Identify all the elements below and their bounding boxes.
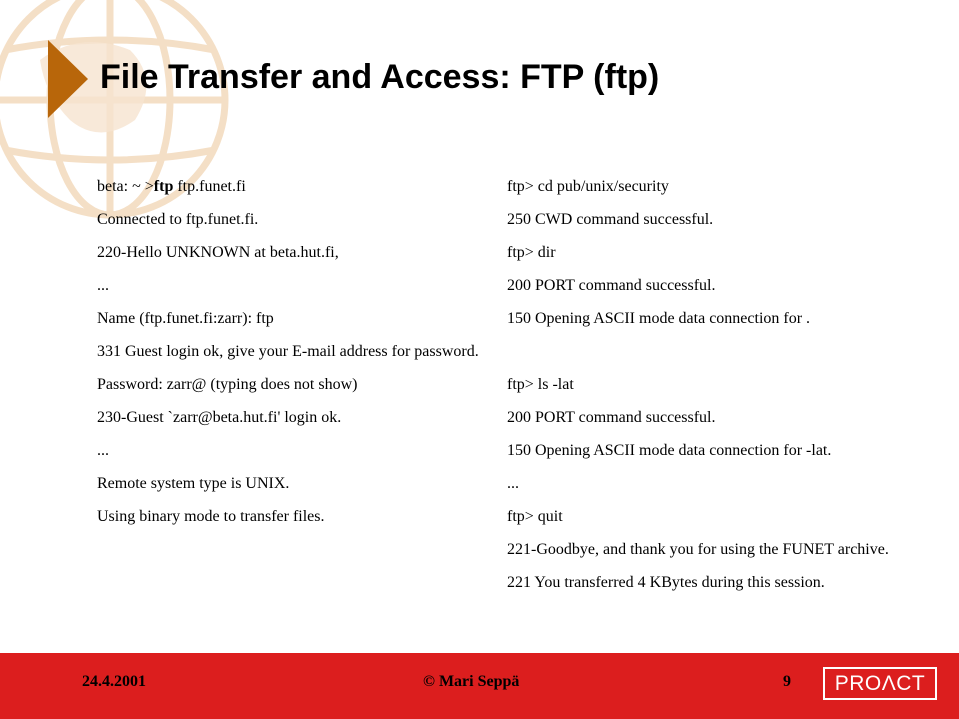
right-line-7: 200 PORT command successful. [507,409,716,426]
left-line-7: 230-Guest `zarr@beta.hut.fi' login ok. [97,409,342,426]
right-column [507,177,889,606]
right-line-11: 221-Goodbye, and thank you for using the FUNET archive. [507,541,889,558]
right-line-1: 250 CWD command successful. [507,211,714,228]
footer-author: © Mari Seppä [423,673,520,690]
right-line-8: 150 Opening ASCII mode data connection for -lat. [507,442,832,459]
title-arrow-icon [48,40,88,118]
left-line-9: Remote system type is UNIX. [97,475,290,492]
right-line-4: 150 Opening ASCII mode data connection for . [507,310,811,327]
footer-bar [0,653,959,719]
left-line-2: 220-Hello UNKNOWN at beta.hut.fi, [97,244,339,261]
left-line-8: ... [97,442,109,459]
left-line-0: beta: ~ >ftp ftp.funet.fi [97,178,246,195]
right-line-0: ftp> cd pub/unix/security [507,178,669,195]
right-line-10: ftp> quit [507,508,563,525]
right-line-12: 221 You transferred 4 KBytes during this session. [507,574,825,591]
left-line-5: 331 Guest login ok, give your E-mail address for password. [97,343,479,360]
left-line-3: ... [97,277,109,294]
right-line-2: ftp> dir [507,244,556,261]
footer-date: 24.4.2001 [82,673,146,690]
right-line-3: 200 PORT command successful. [507,277,716,294]
left-line-6: Password: zarr@ (typing does not show) [97,376,358,393]
left-line-1: Connected to ftp.funet.fi. [97,211,259,228]
right-line-9: ... [507,475,519,492]
page-number: 9 [783,673,791,690]
left-line-4: Name (ftp.funet.fi:zarr): ftp [97,310,274,327]
left-line-10: Using binary mode to transfer files. [97,508,325,525]
proact-logo: PROΛCT [823,667,937,700]
right-line-6: ftp> ls -lat [507,376,574,393]
right-line-5 [507,342,889,375]
left-column [97,177,479,540]
slide-title: File Transfer and Access: FTP (ftp) [100,58,660,96]
